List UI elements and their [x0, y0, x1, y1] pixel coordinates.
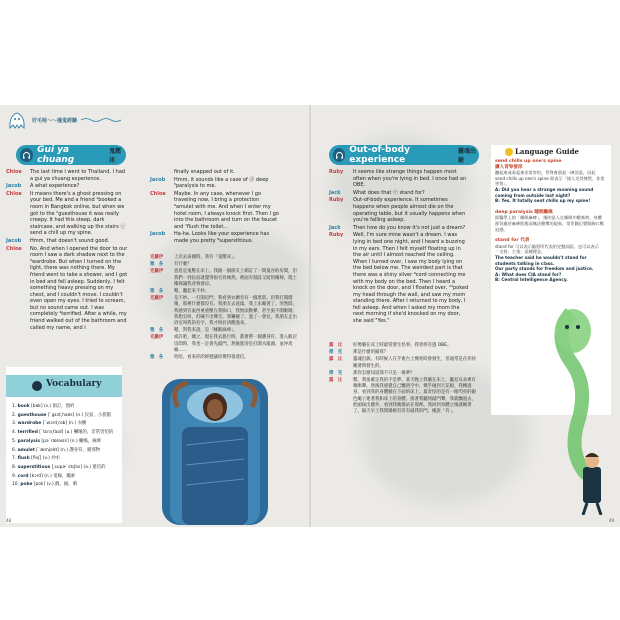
guide-heading: send chills up one's spine: [495, 159, 562, 164]
guide-body: 聽起來或看起來非常害怕，背脊會竄起一陣涼意，因此 send chills up one's spine 即表示「使人毛骨悚然、非常害怕」。: [495, 170, 605, 187]
dialogue-line: [150, 262, 300, 268]
dialogue-line: [150, 169, 280, 176]
vocab-definition: [pok] (v.) 戳，捅，刺: [32, 482, 78, 488]
vocab-word: book: [17, 404, 30, 409]
dialogue-text: Hmm, it sounds like a case of ⓓ deep ⁵paralysis to me.: [174, 176, 269, 190]
speaker-name: Jacob: [6, 237, 22, 244]
vocab-number: 8.: [12, 464, 18, 470]
dialogue-text: 上次去泰國時，我有「鬼壓床」。: [174, 255, 238, 260]
dialogue-text: No. And when I opened the door to our room I saw a dark shadow next to the ³wardrobe. But when I turned on the light, there was nothing there. My friend went to take a shower, and I got in bed and fell asleep. Suddenly, I felt something heavy pressing on my chest, and I couldn't move. I couldn't even open my eyes. I tried to scream, but no sound came out. I was completely ⁴terrified. After a while, my friend walked out of the bathroom and called my name, and I: [30, 245, 128, 331]
vocab-word: wardrobe: [17, 421, 42, 427]
guide-heading: stand for 代表: [495, 238, 530, 244]
vocab-definition: [pəˋræləsɪs] (n.) 癱瘓，麻痺: [39, 438, 102, 444]
vocab-definition: [ˋæmjəlɪt] (n.) 護身符，避邪物: [34, 447, 101, 453]
dialogue-line: [150, 269, 300, 288]
vocabulary-item: [12, 473, 120, 482]
speaker-name: Ruby: [329, 169, 344, 175]
dialogue-line: [329, 190, 469, 197]
dialogue-text: 嗯，聽起來不妙。: [174, 289, 210, 295]
speaker-name: [150, 169, 174, 176]
vocabulary-title: Vocabulary: [46, 379, 102, 389]
vocabulary-item: [12, 455, 120, 464]
speaker-name: Ruby: [329, 197, 344, 204]
dialogue-line: [6, 238, 128, 245]
vocab-word: cord: [17, 473, 29, 479]
vocab-definition: [͵supɚˋstɪʃəs] (a.) 迷信的: [50, 464, 106, 470]
dialogue-line: [150, 296, 300, 327]
vocab-number: 9.: [12, 473, 18, 479]
lightbulb-icon: [505, 148, 513, 156]
guide-example: B: Yes. It totally sent chills up my spine!: [495, 198, 591, 204]
vocab-number: 5.: [12, 438, 18, 444]
vocabulary-item: [12, 481, 120, 490]
dialogue-text: 好像躺在床上時最常發生怪事。我曾經有過 OBE。: [353, 343, 452, 348]
magazine-spread: [0, 105, 620, 527]
section-title-zh: 靈魂出竅: [458, 148, 477, 164]
dialogue-text: Maybe. In any case, whenever I go traveling now, I bring a protection ⁶amulet with me. And when I enter my hotel room, I always knock first. Then I go into the bathroom and turn on the faucet and ⁷flush the toilet...: [174, 190, 279, 230]
dialogue-column-1: [6, 169, 128, 332]
vocabulary-item: [12, 420, 120, 429]
speaker-name: Chloe: [6, 190, 22, 197]
dialogue-line: [329, 350, 479, 356]
dialogue-text: 哈哈，看來你的經歷讓你變得很迷信。: [174, 355, 249, 361]
speaker-name: 克蘿伊: [150, 296, 164, 302]
guide-example: The teacher said he wouldn't stand for students talking in class.: [495, 254, 587, 266]
speaker-name: 傑 克: [329, 350, 343, 356]
page-number-right: 49: [608, 518, 614, 523]
ghost-figure-illustration: [543, 305, 619, 515]
language-guide-entry: [495, 210, 605, 232]
vocab-word: poke: [20, 482, 33, 488]
vocabulary-item: [12, 438, 120, 447]
vocab-definition: [ˋwɔrd͵rob] (n.) 衣櫥: [41, 421, 87, 427]
vocab-word: terrified: [17, 430, 38, 436]
section-title-gui-ya-chuang: [16, 145, 126, 165]
vocab-word: paralysis: [17, 438, 40, 444]
speaker-name: 傑 克: [329, 370, 343, 376]
dialogue-text: A what experience?: [30, 183, 80, 190]
guide-example: Our party stands for freedom and justice.: [495, 266, 594, 272]
dialogue-text: Ha-ha. Looks like your experience has made you pretty ⁸superstitious.: [174, 231, 270, 244]
dialogue-line: [329, 378, 479, 415]
wave-decoration: [81, 117, 121, 123]
speaker-name: Chloe: [6, 245, 22, 252]
dialogue-text: 有什麼？: [174, 262, 192, 268]
vocab-number: 1.: [12, 404, 18, 409]
dialogue-line: [329, 225, 469, 232]
guide-body: stand for 可以表示縮寫所代表的完整詞語，也可以表示「支持、主張」某種理念。: [495, 243, 599, 255]
dialogue-text: Then how do you know it's not just a dream?: [353, 224, 466, 231]
dialogue-line: [6, 183, 128, 190]
headphones-icon: [333, 148, 345, 162]
speaker-name: Jacob: [6, 183, 22, 190]
dialogue-line: [6, 169, 128, 182]
dialogue-text: It means there's a ghost pressing on your bed. Me and a friend ¹booked a room in Bangkok online, but when we got to the ²guesthouse it was really creepy. It had this steep, dark staircase, and walking up the stairs ⓒ send a chill up my spine.: [30, 190, 126, 237]
vocabulary-list: [12, 403, 120, 490]
vocab-word: guesthouse: [17, 412, 47, 418]
speaker-name: 雅 各: [150, 355, 164, 361]
dialogue-text: 嗯，對我來說，是「睡眠麻痺」。: [174, 328, 238, 334]
dialogue-line: [329, 232, 469, 324]
vocab-word: superstitious: [17, 464, 51, 470]
headphones-icon: [20, 148, 33, 162]
speaker-name: 克蘿伊: [150, 335, 164, 341]
right-page: [311, 105, 620, 527]
speaker-name: Jacob: [150, 176, 166, 183]
dialogue-line: [150, 328, 300, 334]
vocabulary-header: [6, 375, 122, 397]
dialogue-line: [150, 289, 300, 295]
language-guide-entry: [495, 238, 605, 283]
dialogue-column-2: [150, 169, 280, 246]
dialogue-line: [329, 371, 479, 377]
vocab-number: 4.: [12, 430, 18, 436]
vocab-word: amulet: [17, 447, 35, 453]
dialogue-line: [150, 335, 300, 354]
guide-body: 即醫學上的「睡眠麻痺」，指的是人在睡眠中醒來時，身體卻仍處於麻痺狀態而無法動彈的現象，常伴隨幻覺與胸口壓迫感。: [495, 215, 604, 232]
section-title-obe: [329, 145, 479, 165]
dialogue-line: [150, 355, 300, 361]
speaker-name: Jack: [329, 189, 341, 196]
dialogue-text: 意思是鬼壓在床上。我跟一個朋友上網訂了一間曼谷的房間，但我們一到民宿就覺得很毛骨悚然。裡面有很陡又暗的樓梯，爬上樓梯讓我背脊發涼。: [174, 269, 297, 287]
dialogue-text: finally snapped out of it.: [174, 169, 235, 175]
dialogue-text: 是不妙。一打開房門，我看到衣櫥旁有一個黑影。但我打開燈後，那裡什麼都沒有。我朋友去洗澡，我上床睡著了。突然間，我感到有東西重重壓在我胸口，我無法動彈，甚至張不開眼睛。我想尖叫，但喊不出聲音。我嚇壞了。過了一會兒，我朋友走出浴室叫我的名字，我才終於清醒過來。: [174, 296, 297, 327]
section-title-en: Out-of-body experience: [349, 145, 410, 165]
vocabulary-item: [12, 429, 120, 438]
vocab-number: 10.: [12, 482, 21, 488]
speaker-name: Ruby: [329, 232, 344, 239]
dialogue-line: [329, 343, 479, 349]
language-guide-list: [491, 159, 611, 289]
vocab-number: 6.: [12, 447, 18, 453]
dialogue-text: Out-of-body experience. It sometimes happens when people almost die on the operating table, but it usually happens when you're falling asleep.: [353, 197, 466, 224]
dialogue-line: [329, 357, 479, 369]
header-title: 好毛啥～～撞鬼經驗: [32, 117, 78, 124]
language-guide-title: Language Guide: [505, 147, 579, 156]
language-guide-entry: [495, 159, 605, 204]
dialogue-text: The last time I went to Thailand, I had a gui ya chuang experience.: [30, 169, 126, 182]
dialogue-text: What does that ⓔ stand for?: [353, 189, 425, 196]
dialogue-text: 嗯，我很確定我的不是夢。某天晚上我躺在床上，聽見耳朵裡有嗡嗡聲。然後我感覺自己飄到空中，幾乎碰到天花板。我轉過身，看到我的身體躺在下面的床上。最奇怪的是有一條閃亮的銀色繩子連著我和床上的身體。接著我聽到敲門聲，我就飄過去，把頭探出牆外，看到我媽媽站在那裡。我回到身體之後就睡著了。隔天早上我問媽媽有沒有敲我的門，她說「有」。: [353, 378, 476, 415]
dialogue-text: 那你怎麼知道那不只是一場夢？: [353, 370, 415, 376]
guide-heading-zh: 讓人背脊發涼: [495, 164, 523, 170]
dialogue-line: [150, 231, 280, 244]
guide-example: A: What does CIA stand for?: [495, 271, 562, 277]
guide-example: A: Did you hear a strange moaning sound coming from outside last night?: [495, 186, 594, 198]
ghost-icon: [6, 110, 28, 130]
vocabulary-item: [12, 403, 120, 412]
speaker-name: 露 比: [329, 357, 343, 363]
page-number-left: 48: [6, 518, 12, 523]
vocab-number: 3.: [12, 421, 18, 427]
dialogue-line: [329, 169, 469, 189]
vocab-definition: [kɔrd] (n.) 電線，繩索: [28, 473, 76, 479]
vocab-definition: [flʌʃ] (v.) 沖水: [29, 456, 61, 462]
vocab-definition: [ˋtɛrə͵faɪd] (a.) 嚇壞的，非常害怕的: [37, 430, 114, 436]
dialogue-line: [150, 177, 280, 190]
speaker-name: 克蘿伊: [150, 255, 164, 260]
speaker-name: Jack: [329, 224, 341, 231]
vocabulary-item: [12, 412, 120, 421]
dialogue-line: [329, 197, 469, 223]
page-header: [6, 109, 121, 131]
speaker-name: 露 比: [329, 378, 343, 384]
translation-column: [150, 255, 300, 362]
speaker-name: 克蘿伊: [150, 269, 164, 275]
vocab-number: 7.: [12, 456, 18, 462]
dialogue-text: 那是什麼的縮寫？: [353, 350, 389, 356]
dialogue-text: It seems like strange things happen most often when you're lying in bed. I once had an OBE.: [353, 169, 467, 189]
dialogue-line: [6, 246, 128, 332]
speaker-name: 露 比: [329, 343, 343, 348]
guide-example: B: Central Intelligence Agency.: [495, 277, 568, 283]
dialogue-line: [150, 191, 280, 231]
dialogue-column-right: [329, 169, 469, 326]
guide-heading: deep paralysis 睡眠癱瘓: [495, 209, 553, 215]
left-page: [0, 105, 309, 527]
dialogue-text: 或許吧。總之，現在我去旅行時，都會帶一個護身符。進入飯店房間時，我也一定會先敲門。然後進浴室打開水龍頭，並沖馬桶……: [174, 335, 297, 353]
dialogue-line: [6, 191, 128, 237]
vocab-word: flush: [17, 456, 30, 462]
dialogue-line: [150, 255, 300, 261]
vocabulary-item: [12, 464, 120, 473]
dialogue-text: Hmm, that doesn't sound good.: [30, 237, 110, 244]
speaker-name: 雅 各: [150, 289, 164, 295]
section-title-en: Gui ya chuang: [37, 145, 75, 165]
dialogue-text: 靈魂出竅。有時候人在手術台上瀕死時會發生，但通常是在你快睡著時發生的。: [353, 357, 476, 369]
vocab-definition: [ˋgɛst͵haʊs] (n.) 民宿，小旅館: [46, 412, 112, 418]
speaker-name: 雅 各: [150, 328, 164, 334]
section-title-zh: 鬼壓床: [109, 148, 122, 164]
vocab-definition: [bʊk] (v.) 預訂，預約: [29, 404, 75, 409]
speaker-name: Jacob: [150, 231, 166, 238]
vocab-number: 2.: [12, 412, 18, 418]
speaker-name: Chloe: [150, 190, 166, 197]
dialogue-text: Well, I'm sure mine wasn't a dream. I was lying in bed one night, and I heard a buzzing in my ears. Then I felt myself floating up in the air until I almost reached the ceiling. When I turned over, I saw my body lying on the bed below me. The weirdest part is that there was a shiny silver ⁹cord connecting me with my body on the bed. Then I heard a knock on the door, and I floated over, ¹⁰poked my head through the wall, and saw my mom standing there. After I returned to my body, I fell asleep. And when I asked my mom the next morning if she'd knocked on my door, she said "Yes.": [353, 232, 469, 325]
vocabulary-box: [6, 367, 122, 523]
sleeping-woman-illustration: [160, 375, 270, 525]
speaker-name: 雅 各: [150, 262, 164, 268]
speaker-name: Chloe: [6, 169, 22, 175]
headphones-icon: [32, 381, 42, 391]
vocabulary-item: [12, 447, 120, 456]
translation-column-right: [329, 343, 479, 416]
